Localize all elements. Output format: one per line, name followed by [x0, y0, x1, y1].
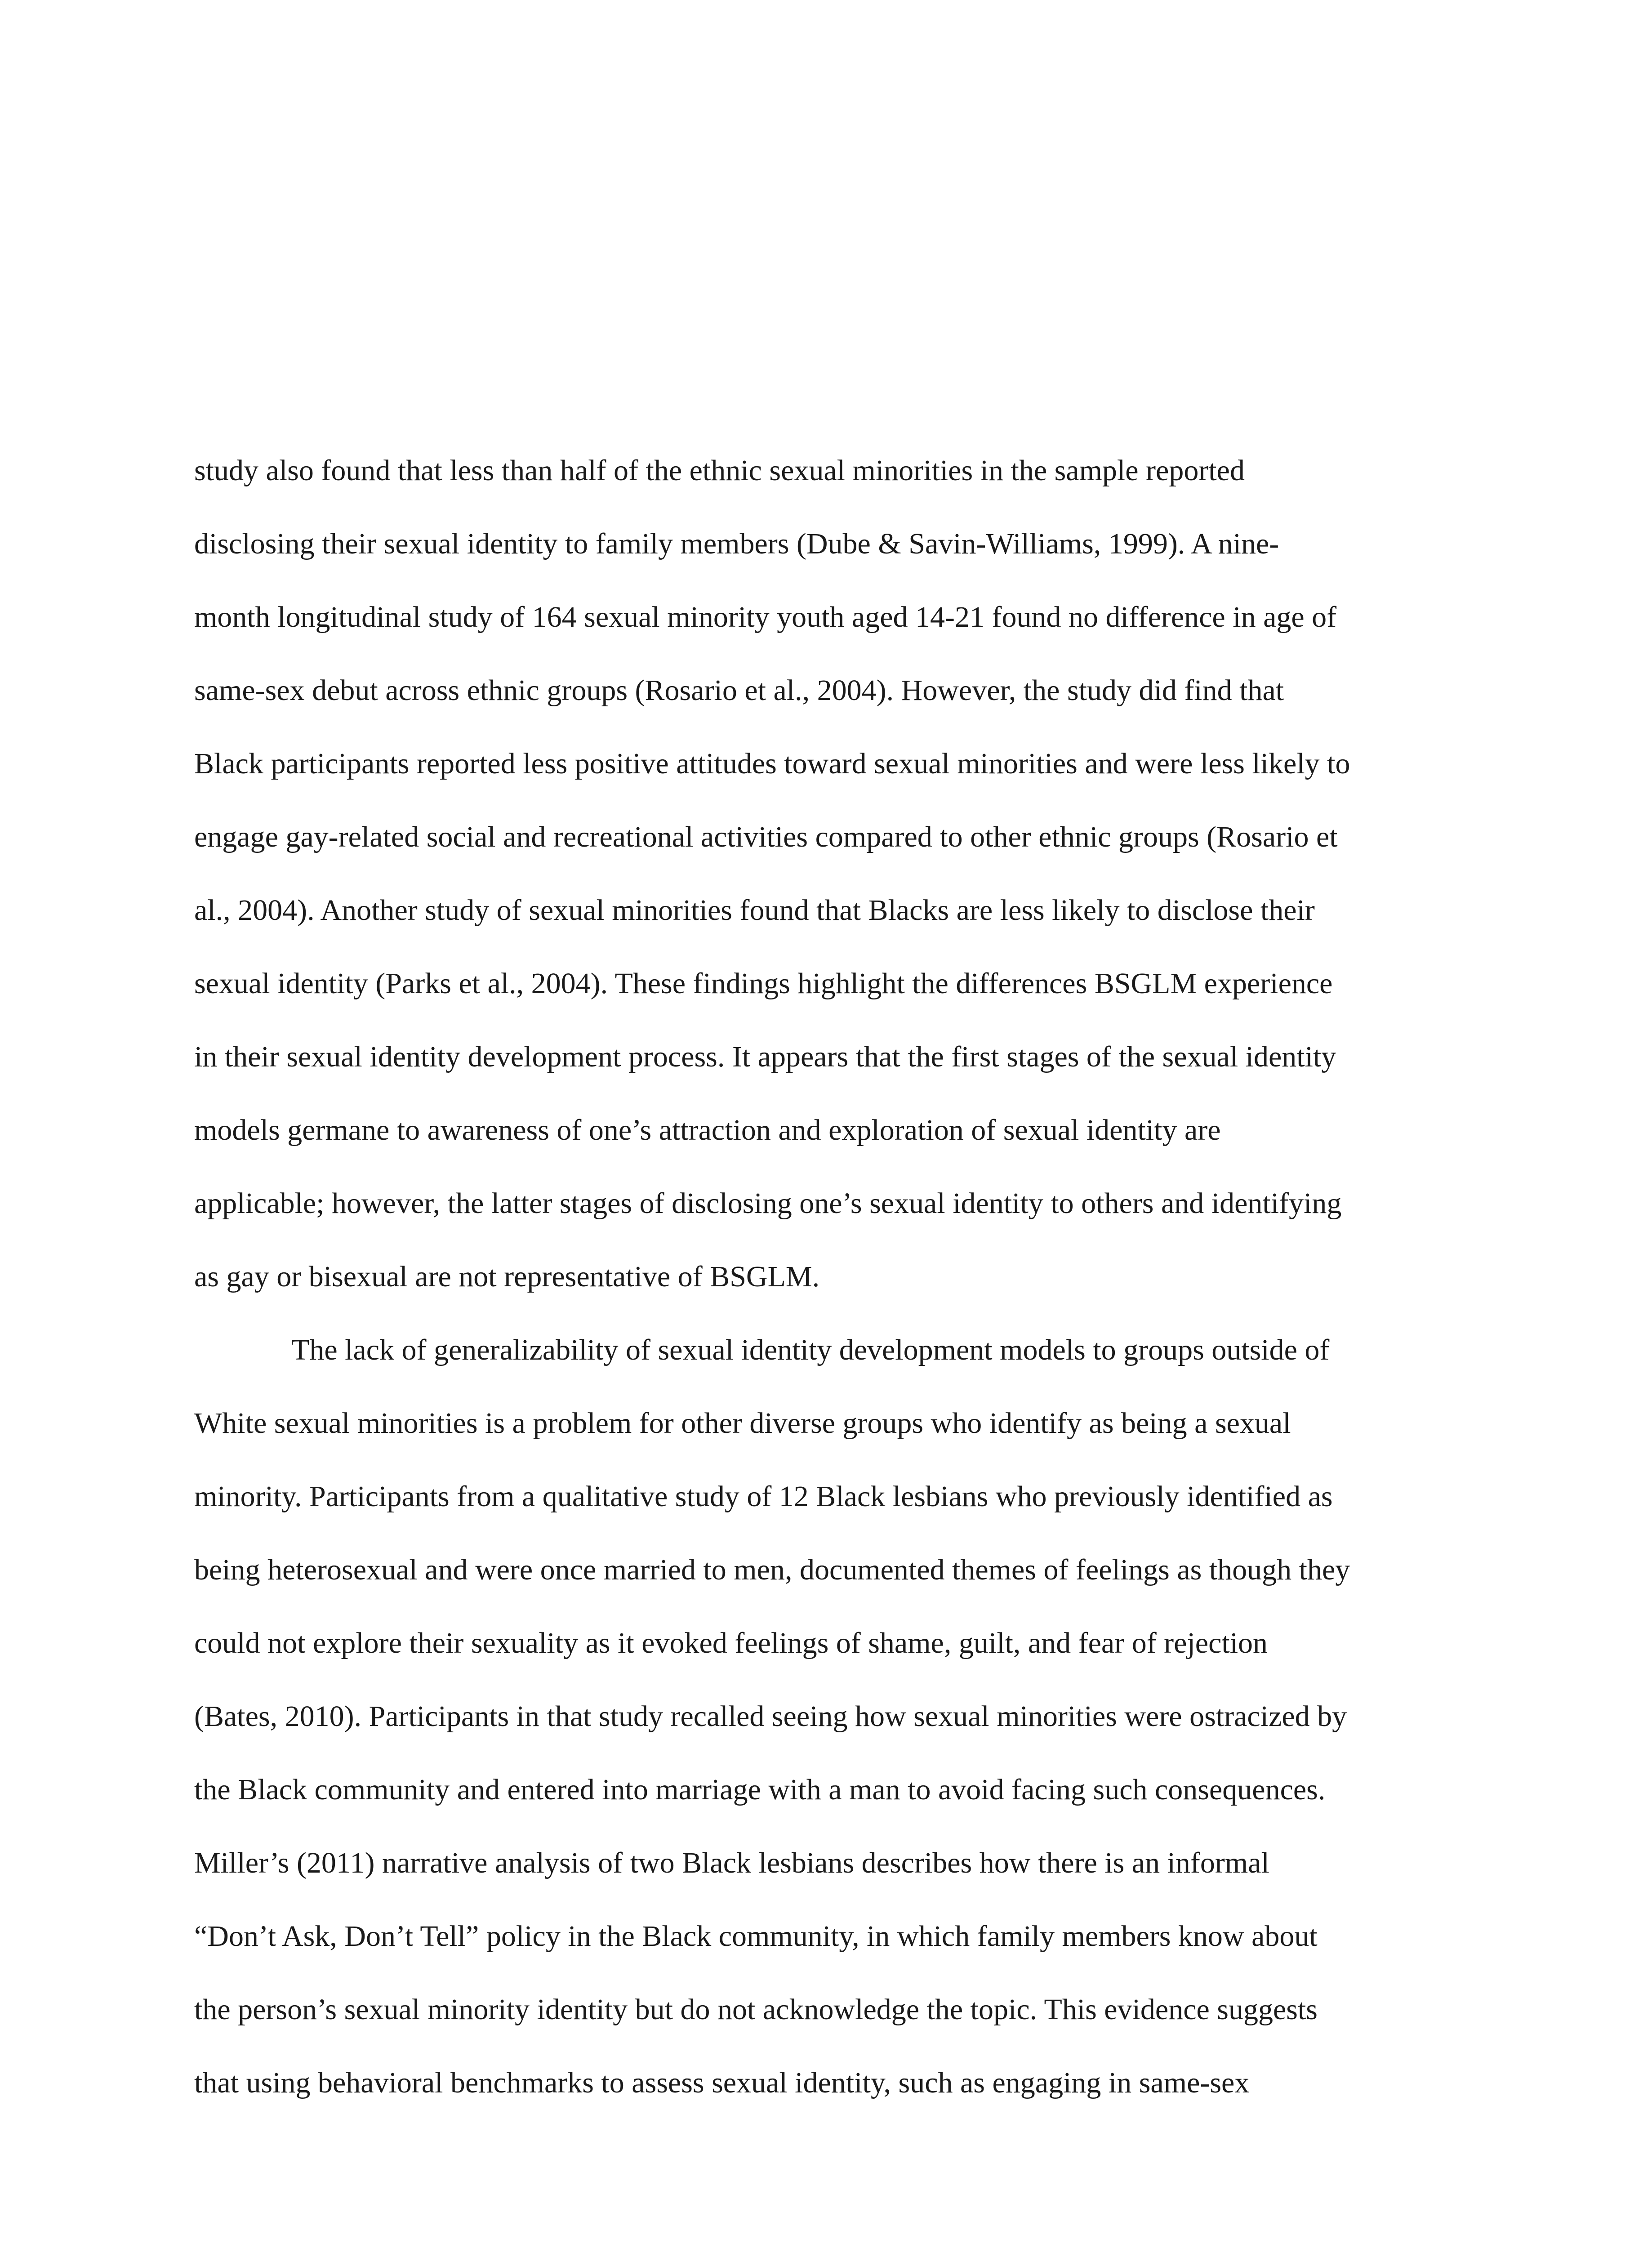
text-line: Black participants reported less positive attitudes toward sexual minorities and were less likely to — [194, 747, 1350, 780]
text-line: (Bates, 2010). Participants in that study recalled seeing how sexual minorities were ostracized by — [194, 1700, 1347, 1733]
text-line: disclosing their sexual identity to family members (Dube & Savin-Williams, 1999). A nine- — [194, 527, 1279, 560]
text-line: could not explore their sexuality as it evoked feelings of shame, guilt, and fear of rejection — [194, 1627, 1268, 1659]
text-line: minority. Participants from a qualitative study of 12 Black lesbians who previously identified as — [194, 1480, 1333, 1513]
text-line: models germane to awareness of one’s attraction and exploration of sexual identity are — [194, 1114, 1221, 1146]
text-line: the person’s sexual minority identity but do not acknowledge the topic. This evidence suggests — [194, 1993, 1318, 2026]
text-line: the Black community and entered into marriage with a man to avoid facing such consequences. — [194, 1773, 1326, 1806]
text-line: study also found that less than half of the ethnic sexual minorities in the sample reported — [194, 454, 1245, 487]
text-line: applicable; however, the latter stages of disclosing one’s sexual identity to others and identifying — [194, 1187, 1342, 1220]
text-line: same-sex debut across ethnic groups (Rosario et al., 2004). However, the study did find that — [194, 674, 1284, 707]
text-line: engage gay-related social and recreational activities compared to other ethnic groups (Rosario et — [194, 821, 1338, 853]
text-line: being heterosexual and were once married to men, documented themes of feelings as though they — [194, 1553, 1350, 1586]
paragraph-start-line: The lack of generalizability of sexual identity development models to groups outside of — [291, 1334, 1330, 1366]
text-line: as gay or bisexual are not representative of BSGLM. — [194, 1260, 820, 1293]
text-line: in their sexual identity development process. It appears that the first stages of the sexual identity — [194, 1040, 1336, 1073]
text-line: White sexual minorities is a problem for other diverse groups who identify as being a sexual — [194, 1407, 1291, 1440]
text-line: Miller’s (2011) narrative analysis of two Black lesbians describes how there is an informal — [194, 1847, 1269, 1879]
text-line: month longitudinal study of 164 sexual minority youth aged 14-21 found no difference in age of — [194, 601, 1337, 633]
text-line: al., 2004). Another study of sexual minorities found that Blacks are less likely to disclose their — [194, 894, 1315, 927]
text-line: “Don’t Ask, Don’t Tell” policy in the Black community, in which family members know about — [194, 1920, 1318, 1953]
text-line: that using behavioral benchmarks to assess sexual identity, such as engaging in same-sex — [194, 2066, 1250, 2099]
text-line: sexual identity (Parks et al., 2004). These findings highlight the differences BSGLM experience — [194, 967, 1333, 1000]
body-text — [194, 434, 1458, 2119]
